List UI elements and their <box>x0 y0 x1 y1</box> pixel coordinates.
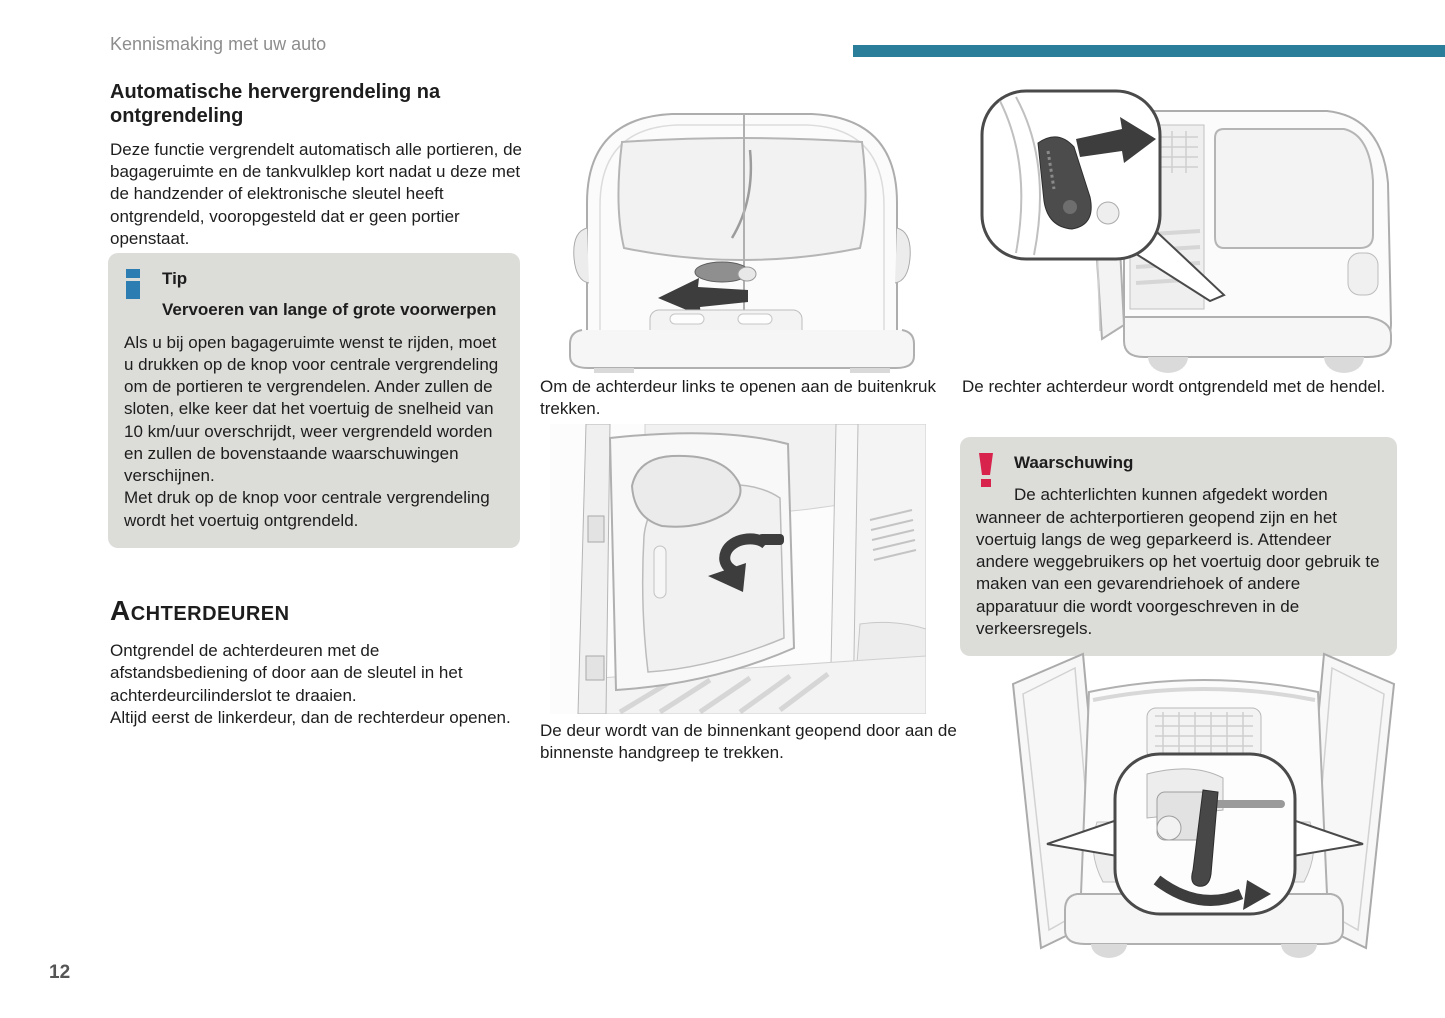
info-icon <box>125 269 142 305</box>
tip-box <box>108 253 520 548</box>
left-column <box>110 80 522 250</box>
section-subheading: Automatische hervergrendeling na ontgrendeling <box>110 81 441 128</box>
van-open-doors-illustration <box>997 642 1410 964</box>
figure-lock-mechanism <box>997 642 1410 964</box>
section-paragraph-1: Ontgrendel de achterdeuren met de afstandsbediening of door aan de sleutel in het achterdeurcilinderslot te draaien. <box>110 641 463 705</box>
tip-body-2: Met druk op de knop voor centrale vergrendeling wordt het voertuig ontgrendeld. <box>124 488 490 530</box>
header-accent-bar <box>853 45 1445 57</box>
figure-right-door-handle <box>972 85 1400 373</box>
van-rear-illustration <box>542 88 942 373</box>
page-number: 12 <box>49 962 71 983</box>
warning-body: De achterlichten kunnen afgedekt worden wanneer de achterportieren geopend zijn en het voertuig langs de weg geparkeerd is. Attendeer andere weggebruikers op het voertuig door gebruik te maken van een gevarendriehoek of andere apparatuur die wordt voorgeschreven in de verkeersregels. <box>976 485 1380 638</box>
intro-paragraph: Deze functie vergrendelt automatisch alle portieren, de bagageruimte en de tankvulklep kort nadat u deze met de handzender of elektronische sleutel heeft ontgrendeld, vooropgesteld dat er geen portier openstaat. <box>110 139 523 248</box>
caption-right-door: De rechter achterdeur wordt ontgrendeld met de hendel. <box>962 377 1386 396</box>
figure-van-rear-doors <box>542 88 942 373</box>
caption-rear-doors: Om de achterdeur links te openen aan de buitenkruk trekken. <box>540 377 936 418</box>
figure-inner-handle <box>550 424 926 714</box>
tip-label: Tip <box>162 269 188 288</box>
section-text <box>110 640 522 729</box>
warning-icon <box>977 453 995 493</box>
caption-inner-handle: De deur wordt van de binnenkant geopend door aan de binnenste handgreep te trekken. <box>540 721 957 762</box>
door-inner-illustration <box>550 424 926 714</box>
section-title-achterdeuren: Achterdeuren <box>110 595 290 626</box>
running-header: Kennismaking met uw auto <box>110 34 327 54</box>
warning-box <box>960 437 1397 656</box>
warning-label: Waarschuwing <box>1014 453 1134 472</box>
tip-subtitle: Vervoeren van lange of grote voorwerpen <box>162 300 497 320</box>
tip-body-1: Als u bij open bagageruimte wenst te rijden, moet u drukken op de knop voor centrale vergrendeling om de portieren te vergrendelen. Ander zullen de sloten, elke keer dat het voertuig de snelheid van 10 km/uur overschrijdt, weer vergrendeld worden en zullen de bovenstaande waarschuwingen verschijnen. <box>124 332 499 486</box>
section-paragraph-2: Altijd eerst de linkerdeur, dan de rechterdeur openen. <box>110 707 511 727</box>
van-handle-illustration <box>972 85 1400 373</box>
